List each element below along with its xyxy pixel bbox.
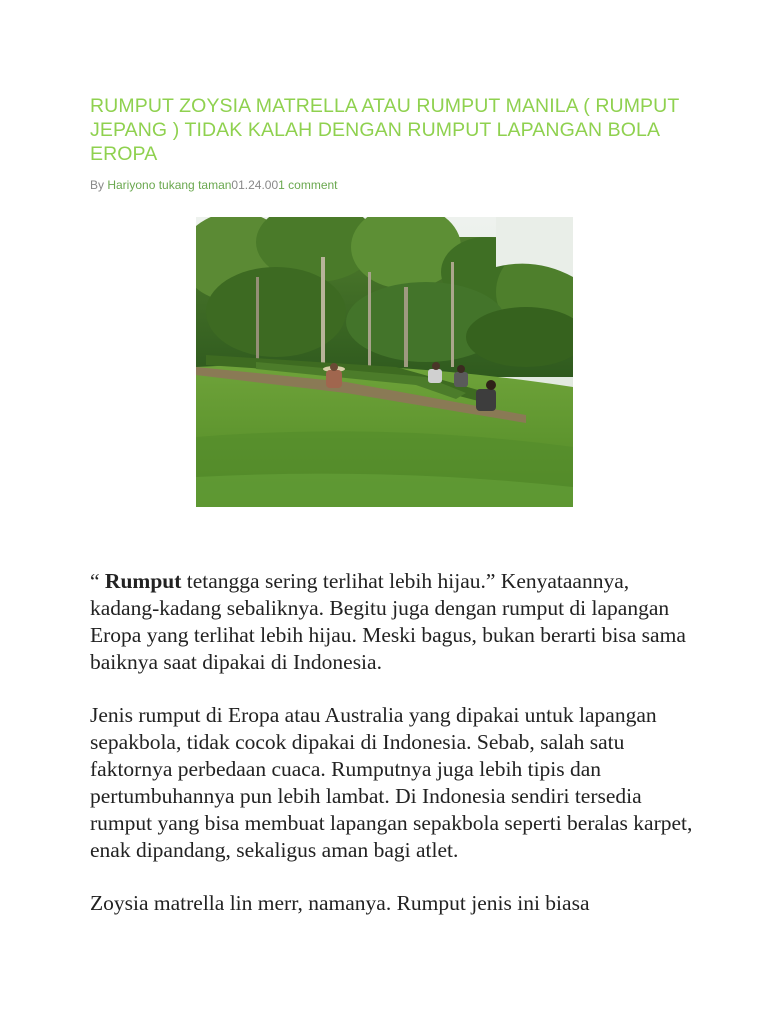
paragraph-2: Jenis rumput di Eropa atau Australia yang dipakai untuk lapangan sepakbola, tidak cocok dipakai di Indonesia. Sebab, salah satu faktornya perbedaan cuaca. Rumputnya juga lebih tipis dan pertumbuhannya pun lebih lambat. Di Indonesia sendiri tersedia rumput yang bisa membuat lapangan sepakbola seperti beralas karpet, enak dipandang, sekaligus aman bagi atlet. xyxy=(90,703,693,862)
author-link[interactable]: Hariyono tukang taman xyxy=(107,178,232,192)
paragraph-1 xyxy=(90,568,700,676)
post-body xyxy=(90,568,700,943)
post-photo xyxy=(196,217,573,507)
open-quote: “ xyxy=(90,569,105,593)
post-time[interactable]: 01.24.00 xyxy=(231,178,279,192)
paragraph-1-text: tetangga sering terlihat lebih hijau.” Kenyataannya, kadang-kadang sebaliknya. Begitu juga dengan rumput di lapangan Eropa yang terlihat lebih hijau. Meski bagus, bukan berarti bisa sama baiknya saat dipakai di Indonesia. xyxy=(90,569,686,674)
grass-field-photo-illustration xyxy=(196,217,573,507)
byline-by-label: By xyxy=(90,178,108,192)
paragraph-3: Zoysia matrella lin merr, namanya. Rumput jenis ini biasa xyxy=(90,891,590,915)
post-title[interactable]: RUMPUT ZOYSIA MATRELLA ATAU RUMPUT MANILA ( RUMPUT JEPANG ) TIDAK KALAH DENGAN RUMPUT LAPANGAN BOLA EROPA xyxy=(90,95,680,165)
bold-lead-word: Rumput xyxy=(104,569,182,593)
comments-link[interactable]: 1 comment xyxy=(278,178,338,192)
post-byline xyxy=(90,177,688,193)
